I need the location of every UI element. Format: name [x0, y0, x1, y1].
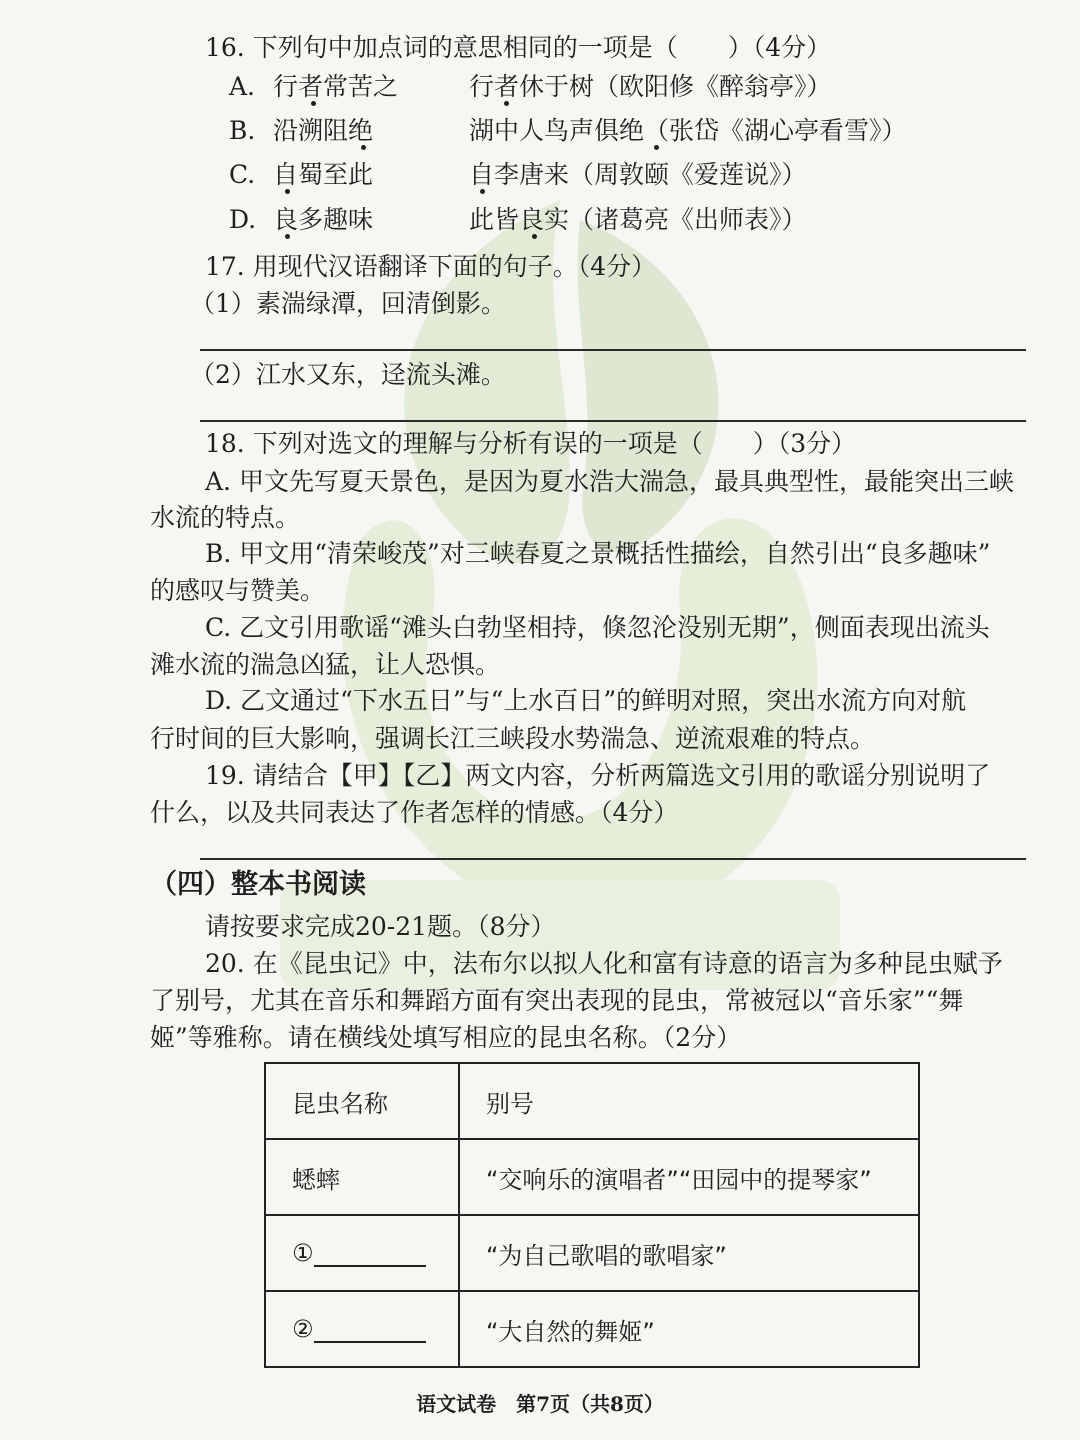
option-left-text: 自蜀至此 — [273, 160, 374, 189]
question-19-line-2: 什么，以及共同表达了作者怎样的情感。（4分） — [150, 798, 679, 827]
question-18-option-b-line-1: B. 甲文用“清荣峻茂”对三峡春夏之景概括性描绘，自然引出“良多趣味” — [205, 539, 991, 568]
option-label: A. — [229, 72, 256, 101]
question-20-line-1: 20. 在《昆虫记》中，法布尔以拟人化和富有诗意的语言为多种昆虫赋予 — [205, 949, 1003, 978]
option-left-text: 沿溯阻绝 — [273, 116, 374, 145]
header-insect-name: 昆虫名称 — [265, 1063, 459, 1139]
option-right-text: 此皆良实（诸葛亮《出师表》） — [469, 205, 807, 234]
question-20-line-2: 了别号，尤其在音乐和舞蹈方面有突出表现的昆虫，常被冠以“音乐家”“舞 — [150, 986, 964, 1015]
question-18-stem: 18. 下列对选文的理解与分析有误的一项是（ ）（3分） — [205, 429, 857, 458]
table-row — [265, 1291, 919, 1367]
emphasis-dot — [532, 234, 537, 239]
option-label: D. — [229, 205, 257, 234]
option-right-text: 湖中人鸟声俱绝（张岱《湖心亭看雪》） — [469, 116, 907, 145]
question-16-option-a — [229, 70, 1009, 104]
question-17-sentence-2: （2）江水又东，迳流头滩。 — [190, 360, 506, 389]
section-intro: 请按要求完成20-21题。（8分） — [205, 912, 556, 941]
emphasis-dot — [504, 101, 509, 106]
question-20-line-3: 姬”等雅称。请在横线处填写相应的昆虫名称。（2分） — [150, 1023, 742, 1052]
emphasis-dot — [654, 145, 659, 150]
page-footer: 语文试卷 第7页（共8页） — [416, 1392, 664, 1416]
table-row — [265, 1215, 919, 1291]
emphasis-dot — [361, 145, 366, 150]
question-17-sentence-1: （1）素湍绿潭，回清倒影。 — [190, 289, 506, 318]
blank-number: ① — [292, 1239, 314, 1267]
option-right-text: 行者休于树（欧阳修《醉翁亭》） — [469, 72, 832, 101]
blank-number: ② — [292, 1315, 314, 1343]
question-18-option-a-line-1: A. 甲文先写夏天景色，是因为夏水浩大湍急，最具典型性，最能突出三峡 — [205, 467, 1014, 496]
insect-name-cell — [265, 1291, 459, 1367]
option-left-text: 行者常苦之 — [273, 72, 399, 101]
question-18-option-c-line-1: C. 乙文引用歌谣“滩头白勃坚相持，倏忽沦没别无期”，侧面表现出流头 — [205, 613, 990, 642]
answer-line[interactable] — [200, 349, 1026, 351]
question-18-option-b-line-2: 的感叹与赞美。 — [150, 576, 326, 605]
question-18-option-d-line-1: D. 乙文通过“下水五日”与“上水百日”的鲜明对照，突出水流方向对航 — [205, 686, 967, 715]
emphasis-dot — [480, 189, 485, 194]
question-18-option-d-line-2: 行时间的巨大影响，强调长江三峡段水势湍急、逆流艰难的特点。 — [150, 724, 876, 753]
alias-cell: “交响乐的演唱者”“田园中的提琴家” — [459, 1139, 919, 1215]
table-row — [265, 1139, 919, 1215]
question-16-option-d — [229, 203, 1009, 237]
question-16-option-c — [229, 158, 1009, 192]
emphasis-dot — [285, 189, 290, 194]
emphasis-dot — [285, 234, 290, 239]
answer-line[interactable] — [200, 858, 1026, 860]
question-17-stem: 17. 用现代汉语翻译下面的句子。（4分） — [205, 252, 657, 281]
emphasis-dot — [311, 101, 316, 106]
fill-in-blank[interactable] — [314, 1241, 426, 1267]
fill-in-blank[interactable] — [314, 1317, 426, 1343]
table-header-row — [265, 1063, 919, 1139]
alias-cell: “大自然的舞姬” — [459, 1291, 919, 1367]
option-right-text: 自李唐来（周敦颐《爱莲说》） — [469, 160, 807, 189]
question-16-stem: 16. 下列句中加点词的意思相同的一项是（ ）（4分） — [205, 33, 832, 62]
question-18-option-a-line-2: 水流的特点。 — [150, 503, 301, 532]
option-left-text: 良多趣味 — [273, 205, 374, 234]
alias-cell: “为自己歌唱的歌唱家” — [459, 1215, 919, 1291]
insect-name-cell: 蟋蟀 — [265, 1139, 459, 1215]
header-alias: 别号 — [459, 1063, 919, 1139]
question-16-option-b — [229, 114, 1009, 148]
section-heading: （四）整本书阅读 — [150, 869, 366, 900]
question-18-option-c-line-2: 滩水流的湍急凶猛，让人恐惧。 — [150, 650, 501, 679]
question-19-line-1: 19. 请结合【甲】【乙】两文内容，分析两篇选文引用的歌谣分别说明了 — [205, 761, 991, 790]
answer-line[interactable] — [200, 420, 1026, 422]
option-label: C. — [229, 160, 256, 189]
insect-name-cell — [265, 1215, 459, 1291]
insect-alias-table — [264, 1062, 920, 1368]
option-label: B. — [229, 116, 256, 145]
